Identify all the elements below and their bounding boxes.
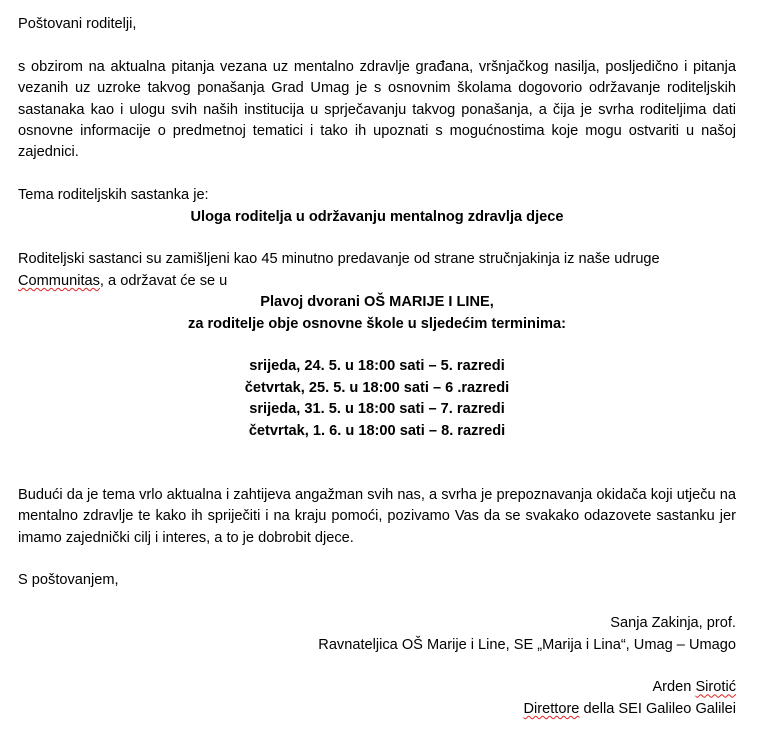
schedule-item: srijeda, 24. 5. u 18:00 sati – 5. razredi xyxy=(249,358,505,375)
meeting-paragraph xyxy=(18,249,736,292)
signatory-first-name: Arden xyxy=(652,679,692,696)
signatory-title-rest: della SEI Galileo Galilei xyxy=(579,700,736,717)
letter-body xyxy=(18,14,736,720)
schedule-item: četvrtak, 25. 5. u 18:00 sati – 6 .razredi xyxy=(244,379,510,396)
sign-off: S poštovanjem, xyxy=(18,572,119,589)
association-name: Communitas xyxy=(18,272,100,289)
meeting-paragraph-start: Roditeljski sastanci su zamišljeni kao 45 minutno predavanje od strane stručnjakinja iz naše udruge xyxy=(18,251,660,268)
schedule-list xyxy=(18,356,736,442)
intro-paragraph: s obzirom na aktualna pitanja vezana uz mentalno zdravlje građana, vršnjačkog nasilja, posljedično i pitanja vezanih uz uzroke takvog ponašanja Grad Umag je s osnovnim školama dogovorio održavanje roditeljskih sastanaka kao i ulogu svih naših institucija u sprječavanju takvog ponašanja, a čija je svrha roditeljima dati osnovne informacije o predmetnoj tematici i tako ih upoznati s mogućnostima koje mogu ostvariti u našoj zajednici. xyxy=(18,58,736,161)
signatory-name xyxy=(18,677,736,698)
venue-line: Plavoj dvorani OŠ MARIJE I LINE, xyxy=(260,294,494,311)
signature-block-principal xyxy=(18,613,736,656)
signatory-title-word: Direttore xyxy=(523,700,580,717)
signatory-title xyxy=(18,699,736,720)
meeting-paragraph-end: , a održavat će se u xyxy=(99,272,228,289)
salutation: Poštovani roditelji, xyxy=(18,16,137,32)
signatory-name: Sanja Zakinja, prof. xyxy=(610,615,736,632)
topic-intro: Tema roditeljskih sastanka je: xyxy=(18,187,209,204)
closing-paragraph: Budući da je tema vrlo aktualna i zahtijeva angažman svih nas, a svrha je prepoznavanja okidača koji utječu na mentalno zdravlje te kako ih spriječiti i na kraju pomoći, pozivamo Vas da se svakako odazovete sastanku jer imamo zajednički cilj i interes, a to je dobrobit djece. xyxy=(18,486,736,546)
signatory-title: Ravnateljica OŠ Marije i Line, SE „Marija i Lina“, Umag – Umago xyxy=(318,636,736,653)
signature-block-director xyxy=(18,677,736,720)
schedule-item: srijeda, 31. 5. u 18:00 sati – 7. razredi xyxy=(249,401,505,418)
signatory-last-name: Sirotić xyxy=(695,679,736,696)
schedule-item: četvrtak, 1. 6. u 18:00 sati – 8. razredi xyxy=(248,422,506,439)
audience-line: za roditelje obje osnovne škole u sljedećim terminima: xyxy=(188,315,566,332)
topic-title: Uloga roditelja u održavanju mentalnog zdravlja djece xyxy=(190,208,564,225)
